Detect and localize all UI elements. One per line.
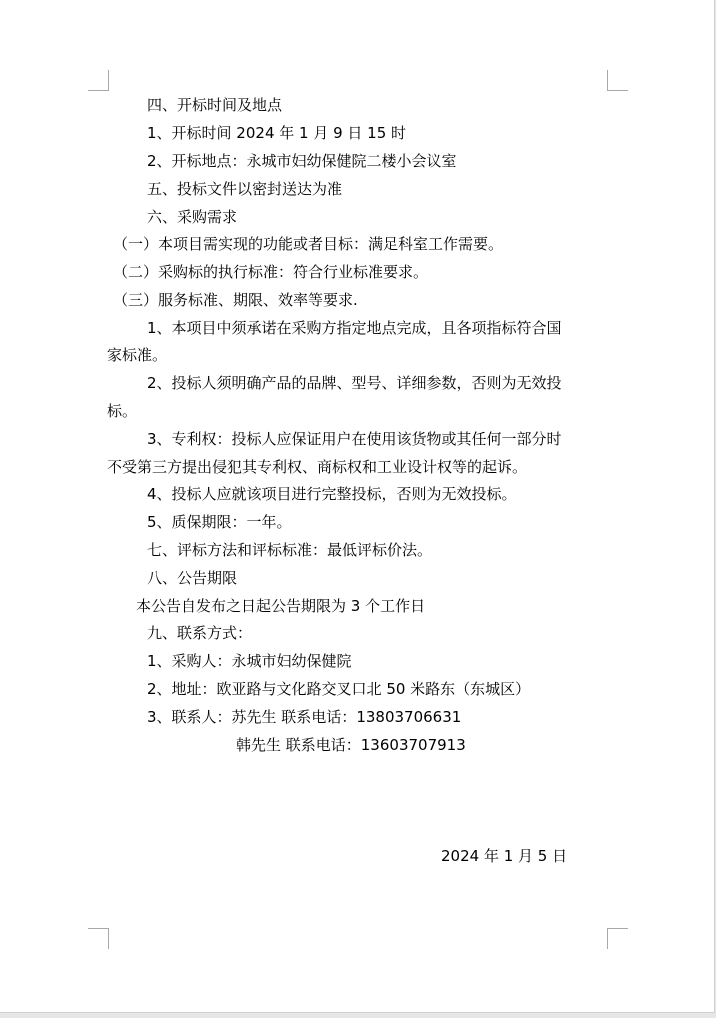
service-clause-3-cont: 不受第三方提出侵犯其专利权、商标权和工业设计权等的起诉。 <box>107 458 528 476</box>
service-clause-4: 4、投标人应就该项目进行完整投标，否则为无效投标。 <box>147 485 517 503</box>
margin-mark-top-right <box>607 70 628 91</box>
bid-opening-time: 1、开标时间 2024 年 1 月 9 日 15 时 <box>147 124 407 142</box>
announcement-period-text: 本公告自发布之日起公告期限为 3 个工作日 <box>136 597 426 615</box>
contact-address: 2、地址：欧亚路与文化路交叉口北 50 米路东（东城区） <box>147 680 531 698</box>
heading-procurement-needs: 六、采购需求 <box>147 208 238 226</box>
requirement-item-1: （一）本项目需实现的功能或者目标：满足科室工作需要。 <box>113 235 504 253</box>
heading-evaluation-method: 七、评标方法和评标标准：最低评标价法。 <box>147 541 433 559</box>
service-clause-2-cont: 标。 <box>107 402 138 420</box>
contact-purchaser: 1、采购人：永城市妇幼保健院 <box>147 652 352 670</box>
requirement-item-2: （二）采购标的执行标准：符合行业标准要求。 <box>113 263 429 281</box>
service-clause-3: 3、专利权：投标人应保证用户在使用该货物或其任何一部分时 <box>147 430 562 448</box>
document-date: 2024 年 1 月 5 日 <box>441 847 568 865</box>
margin-mark-top-left <box>88 70 109 91</box>
service-clause-5: 5、质保期限：一年。 <box>147 513 292 531</box>
margin-mark-bottom-left <box>88 928 109 949</box>
contact-person-han: 韩先生 联系电话：13603707913 <box>236 736 466 754</box>
requirement-item-3: （三）服务标准、期限、效率等要求. <box>113 291 358 309</box>
contact-person-su: 3、联系人：苏先生 联系电话：13803706631 <box>147 708 462 726</box>
bid-opening-location: 2、开标地点：永城市妇幼保健院二楼小会议室 <box>147 152 457 170</box>
heading-bid-opening: 四、开标时间及地点 <box>147 96 283 114</box>
heading-sealed-delivery: 五、投标文件以密封送达为准 <box>147 180 343 198</box>
service-clause-1-cont: 家标准。 <box>107 346 168 364</box>
service-clause-2: 2、投标人须明确产品的品牌、型号、详细参数，否则为无效投 <box>147 374 562 392</box>
service-clause-1: 1、本项目中须承诺在采购方指定地点完成，且各项指标符合国 <box>147 319 562 337</box>
margin-mark-bottom-right <box>607 928 628 949</box>
heading-contact: 九、联系方式： <box>147 624 253 642</box>
heading-announcement-period: 八、公告期限 <box>147 569 238 587</box>
